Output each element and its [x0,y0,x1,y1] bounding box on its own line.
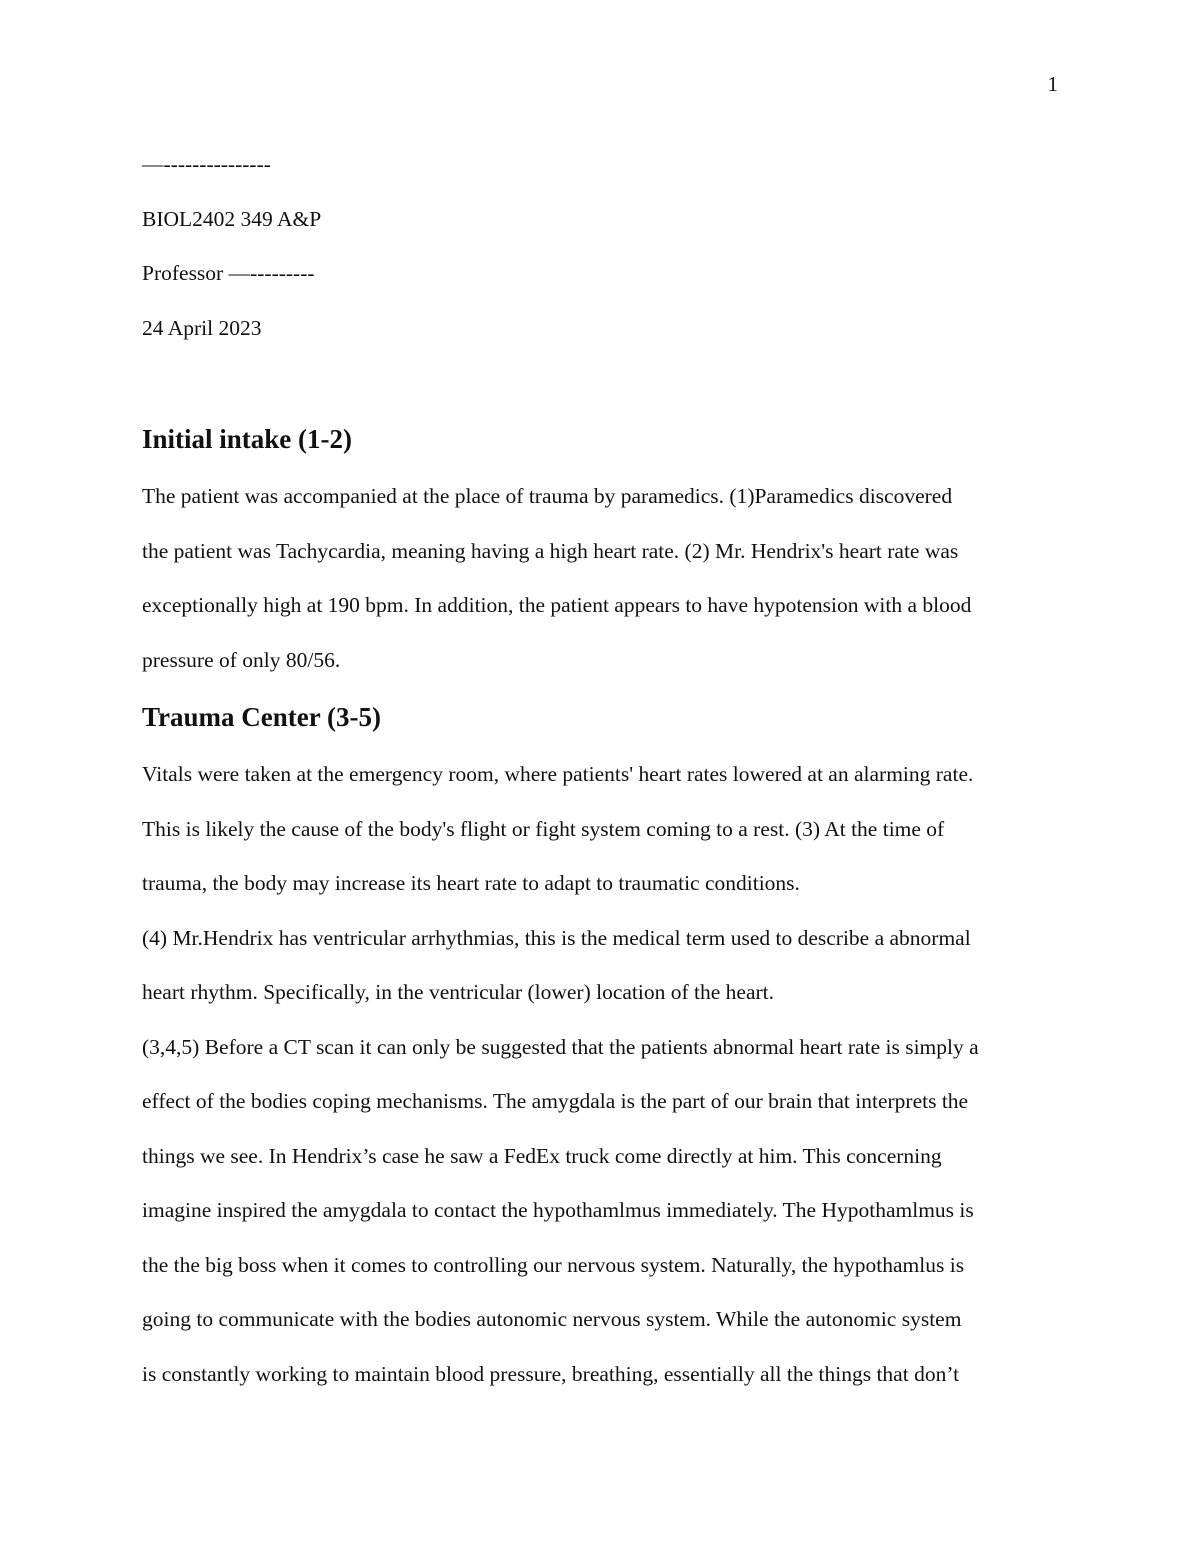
body-line: imagine inspired the amygdala to contact the hypothamlmus immediately. The Hypothamlmus is [142,1198,974,1222]
body-line: the patient was Tachycardia, meaning having a high heart rate. (2) Mr. Hendrix's heart rate was [142,538,959,563]
body-line: The patient was accompanied at the place of trauma by paramedics. (1)Paramedics discovered [142,484,953,508]
section-trauma-center [142,687,1062,1401]
body-line: (4) Mr.Hendrix has ventricular arrhythmias, this is the medical term used to describe a abnormal [142,925,971,950]
document-body [142,137,1062,1401]
header-block [142,137,1062,355]
body-line: pressure of only 80/56. [142,647,341,672]
course-line: BIOL2402 349 A&P [142,206,322,231]
student-name: —--------------- [142,152,271,176]
professor-line: Professor —--------- [142,261,315,285]
section-heading: Initial intake (1-2) [142,424,353,454]
body-line: heart rhythm. Specifically, in the ventricular (lower) location of the heart. [142,980,775,1004]
body-line: trauma, the body may increase its heart rate to adapt to traumatic conditions. [142,871,800,895]
body-line: Vitals were taken at the emergency room, where patients' heart rates lowered at an alarming rate. [142,762,974,786]
section-heading: Trauma Center (3-5) [142,702,381,732]
body-line: This is likely the cause of the body's flight or fight system coming to a rest. (3) At the time of [142,816,945,841]
page-number: 1 [1047,72,1058,96]
body-line: exceptionally high at 190 bpm. In addition, the patient appears to have hypotension with a blood [142,593,972,617]
body-line: things we see. In Hendrix’s case he saw a FedEx truck come directly at him. This concerning [142,1143,942,1168]
date-line: 24 April 2023 [142,315,262,340]
body-line: is constantly working to maintain blood pressure, breathing, essentially all the things that don’t [142,1361,960,1386]
section-initial-intake [142,409,1062,687]
body-line: effect of the bodies coping mechanisms. The amygdala is the part of our brain that interprets the [142,1089,969,1113]
body-line: going to communicate with the bodies autonomic nervous system. While the autonomic system [142,1307,962,1331]
body-line: the the big boss when it comes to controlling our nervous system. Naturally, the hypothamlus is [142,1252,965,1277]
spacer [142,355,1062,409]
body-line: (3,4,5) Before a CT scan it can only be suggested that the patients abnormal heart rate is simply a [142,1034,979,1059]
